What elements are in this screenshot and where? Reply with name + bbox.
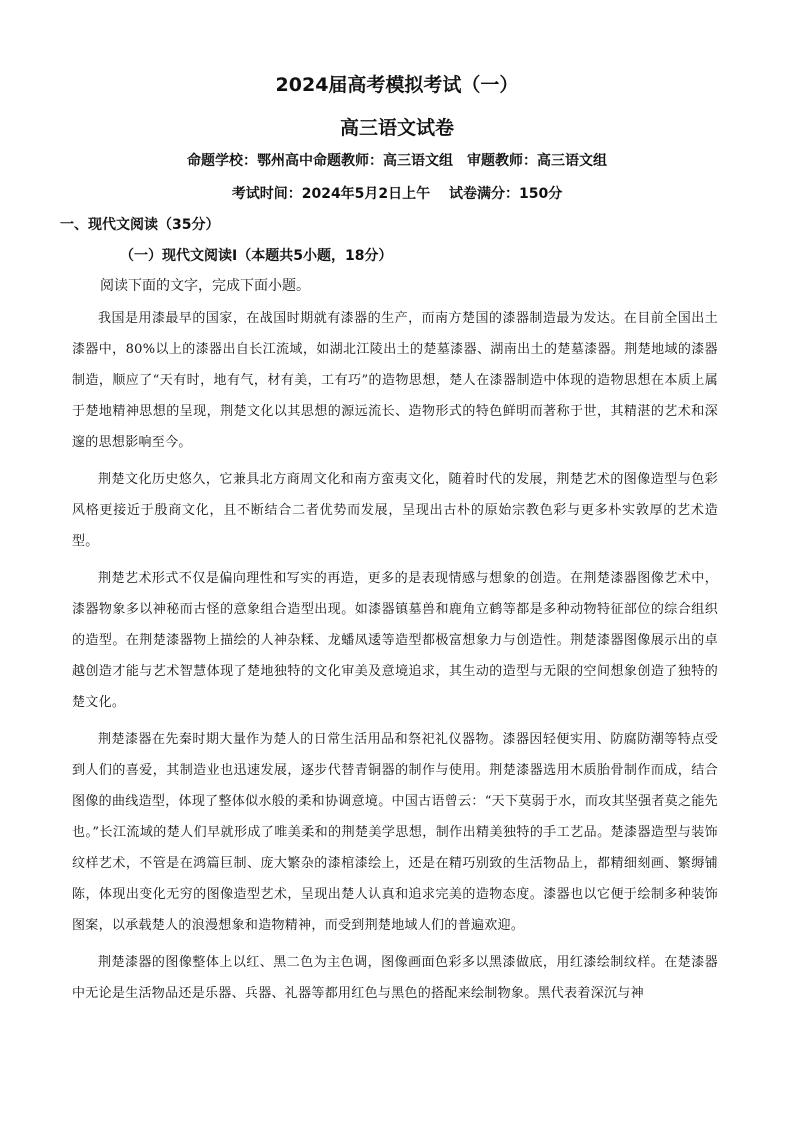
- passage-paragraph-5: 荆楚漆器的图像整体上以红、黑二色为主色调，图像画面色彩多以黑漆做底，用红漆绘制纹样。在楚漆器中无论是生活物品还是乐器、兵器、礼器等都用红色与黑色的搭配来绘制物象。黑代表着深沉与神: [72, 955, 718, 1001]
- passage-paragraph-2: 荆楚文化历史悠久，它兼具北方商周文化和南方蛮夷文化，随着时代的发展，荆楚艺术的图像造型与色彩风格更接近于殷商文化，且不断结合二者优势而发展，呈现出古朴的原始宗教色彩与更多朴实敦厚的艺术造型。: [72, 472, 718, 549]
- time-score-line: 考试时间：2024年5月2日上午 试卷满分：150分: [231, 186, 563, 202]
- reading-passage: [72, 303, 718, 1015]
- paper-title: 高三语文试卷: [339, 117, 454, 139]
- passage-paragraph-1: 我国是用漆最早的国家，在战国时期就有漆器的生产，而南方楚国的漆器制造最为发达。在目前全国出土漆器中，80%以上的漆器出自长江流域，如湖北江陵出土的楚墓漆器、湖南出土的楚墓漆器。荆楚地域的漆器制造，顺应了“天有时，地有气，材有美，工有巧”的造物思想，楚人在漆器制造中体现的造物思想在本质上属于楚地精神思想的呈现，荆楚文化以其思想的源远流长、造物形式的特色鲜明而著称于世，其精湛的艺术和深邃的思想影响至今。: [72, 311, 718, 450]
- subsection-heading: （一）现代文阅读Ⅰ（本题共5小题，18分）: [120, 248, 393, 264]
- passage-paragraph-4: 荆楚漆器在先秦时期大量作为楚人的日常生活用品和祭祀礼仪器物。漆器因轻便实用、防腐防潮等特点受到人们的喜爱，其制造业也迅速发展，逐步代替青铜器的制作与使用。荆楚漆器选用木质胎骨制作而成，结合图像的曲线造型，体现了整体似水般的柔和协调意境。中国古语曾云：“天下莫弱于水，而攻其坚强者莫之能先也。”长江流域的楚人们早就形成了唯美柔和的荆楚美学思想，制作出精美独特的手工艺品。楚漆器造型与装饰纹样艺术，不管是在鸿篇巨制、庞大繁杂的漆棺漆绘上，还是在精巧别致的生活物品上，都精细刻画、繁缛铺陈，体现出变化无穷的图像造型艺术，呈现出楚人认真和追求完美的造物态度。漆器也以它便于绘制多种装饰图案，以承载楚人的浪漫想象和造物精神，而受到荆楚地域人们的普遍欢迎。: [72, 732, 718, 933]
- exam-title: 2024届高考模拟考试（一）: [275, 74, 519, 96]
- passage-paragraph-3: 荆楚艺术形式不仅是偏向理性和写实的再造，更多的是表现情感与想象的创造。在荆楚漆器图像艺术中，漆器物象多以神秘而古怪的意象组合造型出现。如漆器镇墓兽和鹿角立鹤等都是多种动物特征部位的综合组织的造型。在荆楚漆器物上描绘的人神杂糅、龙蟠凤逶等造型都极富想象力与创造性。荆楚漆器图像展示出的卓越创造才能与艺术智慧体现了楚地独特的文化审美及意境追求，其生动的造型与无限的空间想象创造了独特的楚文化。: [72, 571, 718, 710]
- section-heading: 一、现代文阅读（35分）: [60, 217, 220, 233]
- authors-line: 命题学校：鄂州高中命题教师：高三语文组 审题教师：高三语文组: [187, 153, 607, 169]
- reading-instruction: 阅读下面的文字，完成下面小题。: [100, 278, 310, 294]
